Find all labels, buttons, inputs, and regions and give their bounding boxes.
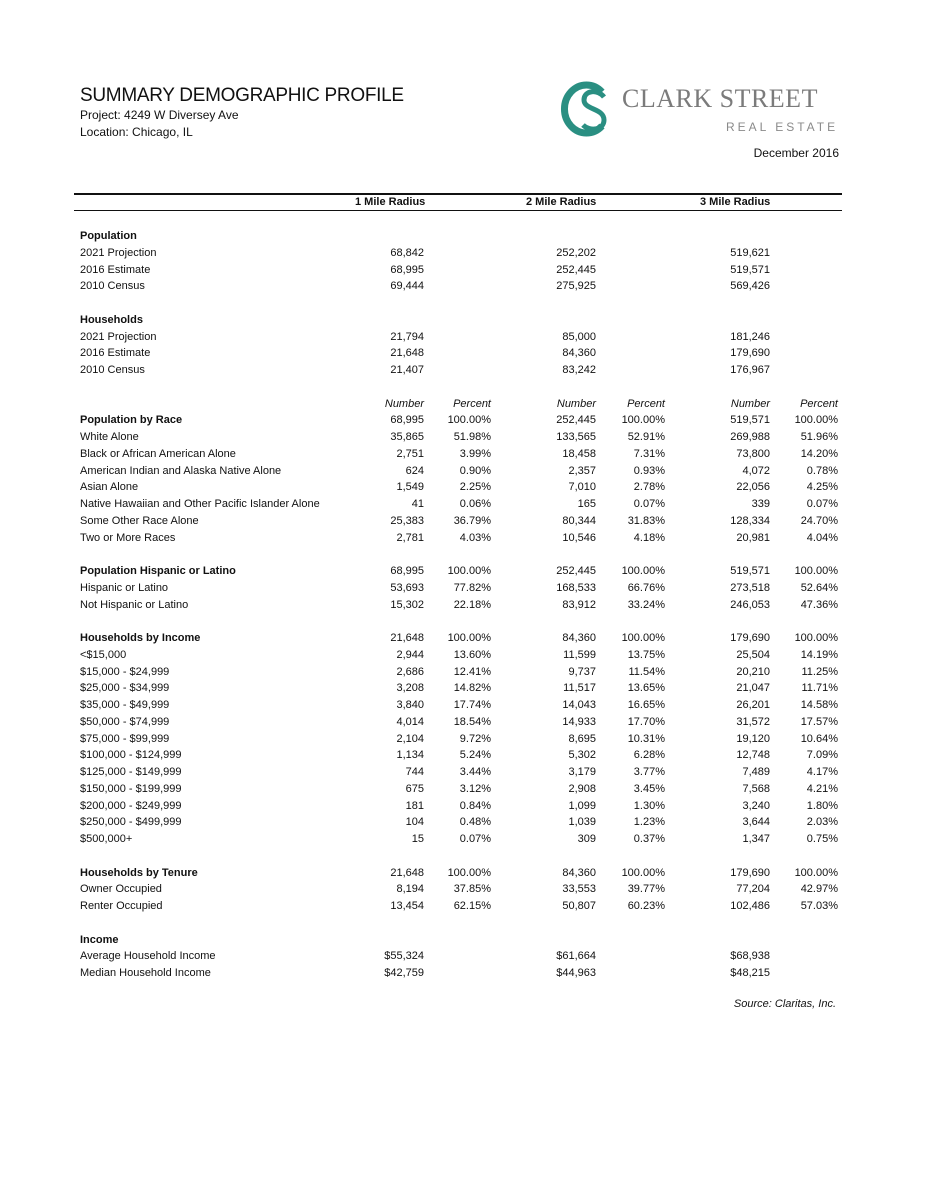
row-label: Renter Occupied <box>80 900 163 912</box>
percent-cell: 0.37% <box>633 833 665 845</box>
column-header-1-mile: 1 Mile Radius <box>355 196 426 208</box>
number-cell: 80,344 <box>562 514 596 527</box>
table-row <box>0 479 927 496</box>
number-cell: 8,194 <box>396 883 424 896</box>
number-cell: 10,546 <box>562 531 596 544</box>
percent-subheader: Percent <box>627 397 665 410</box>
section-title: Population Hispanic or Latino <box>80 565 236 577</box>
number-cell: 14,933 <box>562 715 596 728</box>
number-cell: 83,242 <box>562 364 596 376</box>
table-row <box>0 530 927 547</box>
percent-cell: 100.00% <box>447 866 491 879</box>
number-cell: 77,204 <box>736 883 770 896</box>
row-label: 2010 Census <box>80 364 145 376</box>
number-cell: 15,302 <box>390 598 424 611</box>
percent-cell: 4.21% <box>806 782 838 795</box>
percent-cell: 2.25% <box>459 481 491 494</box>
number-cell: 15 <box>411 833 424 845</box>
number-cell: $61,664 <box>556 950 596 963</box>
number-cell: 14,043 <box>562 699 596 711</box>
percent-cell: 0.90% <box>459 464 491 477</box>
number-cell: 68,995 <box>390 414 424 427</box>
table-row <box>0 580 927 597</box>
logo-subtitle: REAL ESTATE <box>726 120 839 134</box>
number-cell: 102,486 <box>730 900 770 912</box>
table-row <box>0 831 927 848</box>
percent-cell: 11.54% <box>628 665 665 678</box>
number-cell: 11,517 <box>563 682 596 695</box>
number-cell: 252,445 <box>556 263 596 276</box>
percent-cell: 4.18% <box>633 531 665 544</box>
number-cell: 624 <box>405 464 424 477</box>
row-label: Two or More Races <box>80 531 176 544</box>
number-cell: 68,995 <box>390 565 424 577</box>
number-cell: 2,104 <box>396 732 424 745</box>
percent-cell: 52.91% <box>627 431 665 443</box>
section-header-row <box>0 630 927 647</box>
table-row <box>0 764 927 781</box>
percent-cell: 3.45% <box>633 782 665 795</box>
location-line: Location: Chicago, IL <box>80 125 193 139</box>
number-cell: 84,360 <box>562 347 596 360</box>
number-cell: 68,842 <box>390 246 424 259</box>
number-cell: 13,454 <box>390 900 424 912</box>
percent-cell: 100.00% <box>794 414 838 427</box>
number-cell: 1,099 <box>568 799 596 812</box>
table-row <box>0 798 927 815</box>
table-row <box>0 898 927 915</box>
percent-cell: 4.04% <box>806 531 838 544</box>
percent-cell: 0.07% <box>459 833 491 845</box>
section-header-row <box>0 228 927 245</box>
number-cell: 21,407 <box>390 364 424 376</box>
row-label: Median Household Income <box>80 967 211 979</box>
number-cell: 176,967 <box>730 364 770 376</box>
number-cell: 31,572 <box>736 715 770 728</box>
table-row <box>0 496 927 513</box>
table-row <box>0 329 927 346</box>
number-cell: 675 <box>405 782 424 795</box>
number-cell: $42,759 <box>384 967 424 979</box>
percent-cell: 66.76% <box>627 581 665 594</box>
row-label: $125,000 - $149,999 <box>80 766 182 778</box>
number-cell: 69,444 <box>390 280 424 293</box>
percent-cell: 47.36% <box>800 598 838 611</box>
row-label: 2016 Estimate <box>80 263 151 276</box>
number-cell: 3,644 <box>742 816 770 829</box>
number-cell: 179,690 <box>730 866 770 879</box>
row-label: White Alone <box>80 431 139 443</box>
percent-cell: 60.23% <box>627 900 665 912</box>
number-cell: 83,912 <box>562 598 596 611</box>
percent-cell: 16.65% <box>627 699 665 711</box>
percent-cell: 14.58% <box>800 699 838 711</box>
row-label: Native Hawaiian and Other Pacific Islander Alone <box>80 498 320 510</box>
percent-cell: 0.07% <box>806 498 838 510</box>
percent-cell: 0.93% <box>633 464 665 477</box>
percent-cell: 4.25% <box>806 481 838 494</box>
number-cell: 2,944 <box>396 648 424 661</box>
percent-cell: 0.84% <box>459 799 491 812</box>
row-label: Hispanic or Latino <box>80 581 169 594</box>
percent-cell: 12.41% <box>453 665 491 678</box>
number-cell: $48,215 <box>730 967 770 979</box>
percent-cell: 10.64% <box>800 732 838 745</box>
row-label: $35,000 - $49,999 <box>80 699 170 711</box>
number-cell: $44,963 <box>556 967 596 979</box>
percent-cell: 0.78% <box>806 464 838 477</box>
number-cell: 744 <box>405 766 424 778</box>
number-cell: 7,010 <box>568 481 596 494</box>
number-cell: 252,202 <box>556 246 596 259</box>
number-cell: 19,120 <box>736 732 770 745</box>
table-row <box>0 697 927 714</box>
section-header-row <box>0 932 927 949</box>
percent-cell: 100.00% <box>621 565 665 577</box>
number-cell: 3,840 <box>396 699 424 711</box>
number-cell: 22,056 <box>736 481 770 494</box>
row-label: $25,000 - $34,999 <box>80 682 170 695</box>
number-cell: 2,686 <box>396 665 424 678</box>
row-label: $250,000 - $499,999 <box>80 816 182 829</box>
number-cell: 2,357 <box>568 464 596 477</box>
number-cell: 128,334 <box>730 514 770 527</box>
table-row <box>0 747 927 764</box>
number-cell: 519,571 <box>730 414 770 427</box>
table-row <box>0 948 927 965</box>
percent-cell: 17.74% <box>453 699 491 711</box>
number-cell: 21,648 <box>390 632 424 644</box>
percent-cell: 31.83% <box>627 514 665 527</box>
percent-cell: 17.70% <box>627 715 665 728</box>
section-header-row <box>0 865 927 882</box>
percent-cell: 9.72% <box>459 732 491 745</box>
row-label: American Indian and Alaska Native Alone <box>80 464 282 477</box>
project-line: Project: 4249 W Diversey Ave <box>80 108 239 122</box>
column-header-2-mile: 2 Mile Radius <box>526 196 597 208</box>
number-cell: 165 <box>577 498 596 510</box>
table-top-rule <box>74 193 842 195</box>
table-row <box>0 664 927 681</box>
row-label: $150,000 - $199,999 <box>80 782 182 795</box>
page-title: SUMMARY DEMOGRAPHIC PROFILE <box>80 85 404 106</box>
percent-cell: 100.00% <box>447 565 491 577</box>
number-cell: 569,426 <box>730 280 770 293</box>
number-cell: 85,000 <box>562 330 596 343</box>
percent-cell: 42.97% <box>800 883 838 896</box>
percent-cell: 1.23% <box>633 816 665 829</box>
percent-cell: 52.64% <box>800 581 838 594</box>
table-row <box>0 597 927 614</box>
section-title: Population by Race <box>80 414 183 427</box>
table-row <box>0 781 927 798</box>
row-label: <$15,000 <box>80 648 127 661</box>
percent-subheader: Percent <box>453 397 491 410</box>
table-row <box>0 680 927 697</box>
table-row <box>0 513 927 530</box>
number-subheader: Number <box>556 397 596 410</box>
percent-cell: 100.00% <box>794 866 838 879</box>
number-cell: $68,938 <box>730 950 770 963</box>
table-row <box>0 463 927 480</box>
section-header-row <box>0 312 927 329</box>
number-cell: 275,925 <box>556 280 596 293</box>
source-note: Source: Claritas, Inc. <box>733 998 836 1010</box>
row-label: $200,000 - $249,999 <box>80 799 182 812</box>
row-label: $75,000 - $99,999 <box>80 732 170 745</box>
number-cell: 2,908 <box>568 782 596 795</box>
percent-cell: 4.03% <box>459 531 491 544</box>
table-row <box>0 362 927 379</box>
number-cell: 18,458 <box>562 447 596 460</box>
row-label: $50,000 - $74,999 <box>80 715 170 728</box>
percent-cell: 0.75% <box>806 833 838 845</box>
percent-cell: 13.65% <box>627 682 665 695</box>
number-cell: $55,324 <box>384 950 424 963</box>
number-cell: 246,053 <box>730 598 770 611</box>
percent-cell: 5.24% <box>459 749 491 762</box>
percent-cell: 4.17% <box>806 766 838 778</box>
number-cell: 179,690 <box>730 347 770 360</box>
section-title: Households <box>80 313 143 326</box>
percent-cell: 24.70% <box>800 514 838 527</box>
section-title: Households by Income <box>80 632 201 644</box>
percent-cell: 51.98% <box>453 431 491 443</box>
percent-cell: 13.75% <box>627 648 665 661</box>
number-cell: 2,781 <box>396 531 424 544</box>
percent-subheader: Percent <box>800 397 838 410</box>
percent-cell: 6.28% <box>633 749 665 762</box>
percent-cell: 0.07% <box>633 498 665 510</box>
percent-cell: 100.00% <box>794 565 838 577</box>
number-cell: 7,568 <box>742 782 770 795</box>
percent-cell: 14.82% <box>453 682 491 695</box>
number-cell: 7,489 <box>742 766 770 778</box>
number-cell: 25,383 <box>390 514 424 527</box>
number-cell: 133,565 <box>556 431 596 443</box>
number-cell: 3,240 <box>742 799 770 812</box>
row-label: 2021 Projection <box>80 330 157 343</box>
table-row <box>0 262 927 279</box>
number-cell: 21,794 <box>390 330 424 343</box>
number-cell: 35,865 <box>390 431 424 443</box>
number-subheader: Number <box>384 397 424 410</box>
percent-cell: 17.57% <box>800 715 838 728</box>
number-cell: 84,360 <box>562 866 596 879</box>
number-cell: 41 <box>411 498 424 510</box>
percent-cell: 2.03% <box>806 816 838 829</box>
section-title: Population <box>80 230 137 242</box>
table-row <box>0 278 927 295</box>
table-row <box>0 965 927 982</box>
number-cell: 1,549 <box>396 481 424 494</box>
number-cell: 252,445 <box>556 565 596 577</box>
section-header-row <box>0 412 927 429</box>
percent-cell: 100.00% <box>621 866 665 879</box>
number-cell: 8,695 <box>568 732 596 745</box>
number-cell: 20,210 <box>736 665 770 678</box>
number-cell: 519,621 <box>730 246 770 259</box>
number-cell: 179,690 <box>730 632 770 644</box>
row-label: Not Hispanic or Latino <box>80 598 189 611</box>
number-cell: 252,445 <box>556 414 596 427</box>
number-cell: 25,504 <box>736 648 770 661</box>
number-cell: 4,014 <box>396 715 424 728</box>
number-cell: 3,208 <box>396 682 424 695</box>
number-cell: 53,693 <box>390 581 424 594</box>
number-cell: 181 <box>405 799 424 812</box>
table-row <box>0 245 927 262</box>
percent-cell: 3.12% <box>459 782 491 795</box>
number-cell: 309 <box>577 833 596 845</box>
number-cell: 181,246 <box>730 330 770 343</box>
percent-cell: 14.20% <box>800 447 838 460</box>
number-cell: 50,807 <box>562 900 596 912</box>
column-header-3-mile: 3 Mile Radius <box>700 196 771 208</box>
row-label: Some Other Race Alone <box>80 514 199 527</box>
table-row <box>0 446 927 463</box>
number-cell: 12,748 <box>736 749 770 762</box>
number-percent-subheader <box>0 396 927 413</box>
header <box>80 85 404 141</box>
percent-cell: 57.03% <box>800 900 838 912</box>
section-header-row <box>0 563 927 580</box>
row-label: 2016 Estimate <box>80 347 151 360</box>
row-label: Average Household Income <box>80 950 216 963</box>
number-cell: 21,648 <box>390 866 424 879</box>
number-cell: 11,599 <box>563 648 596 661</box>
table-row <box>0 731 927 748</box>
number-cell: 33,553 <box>562 883 596 896</box>
number-cell: 104 <box>405 816 424 829</box>
number-cell: 4,072 <box>742 464 770 477</box>
number-cell: 2,751 <box>396 447 424 460</box>
number-cell: 168,533 <box>556 581 596 594</box>
percent-cell: 7.31% <box>633 447 665 460</box>
row-label: $15,000 - $24,999 <box>80 665 170 678</box>
percent-cell: 14.19% <box>800 648 838 661</box>
row-label: $100,000 - $124,999 <box>80 749 182 762</box>
percent-cell: 100.00% <box>447 632 491 644</box>
percent-cell: 11.71% <box>801 682 838 695</box>
number-subheader: Number <box>730 397 770 410</box>
percent-cell: 36.79% <box>453 514 491 527</box>
table-row <box>0 814 927 831</box>
section-title: Households by Tenure <box>80 866 198 879</box>
percent-cell: 22.18% <box>453 598 491 611</box>
percent-cell: 37.85% <box>453 883 491 896</box>
company-logo <box>558 80 844 138</box>
percent-cell: 13.60% <box>453 648 491 661</box>
percent-cell: 33.24% <box>627 598 665 611</box>
number-cell: 68,995 <box>390 263 424 276</box>
row-label: 2021 Projection <box>80 246 157 259</box>
number-cell: 1,134 <box>396 749 424 762</box>
number-cell: 20,981 <box>736 531 770 544</box>
percent-cell: 2.78% <box>633 481 665 494</box>
percent-cell: 18.54% <box>453 715 491 728</box>
percent-cell: 7.09% <box>806 749 838 762</box>
percent-cell: 0.06% <box>459 498 491 510</box>
number-cell: 84,360 <box>562 632 596 644</box>
number-cell: 21,648 <box>390 347 424 360</box>
percent-cell: 100.00% <box>794 632 838 644</box>
number-cell: 339 <box>751 498 770 510</box>
table-row <box>0 429 927 446</box>
row-label: $500,000+ <box>80 833 133 845</box>
number-cell: 269,988 <box>730 431 770 443</box>
percent-cell: 100.00% <box>447 414 491 427</box>
row-label: 2010 Census <box>80 280 145 293</box>
percent-cell: 3.99% <box>459 447 491 460</box>
percent-cell: 10.31% <box>627 732 665 745</box>
percent-cell: 100.00% <box>621 414 665 427</box>
percent-cell: 1.30% <box>633 799 665 812</box>
table-header-rule <box>74 210 842 211</box>
number-cell: 73,800 <box>736 447 770 460</box>
number-cell: 3,179 <box>568 766 596 778</box>
table-row <box>0 647 927 664</box>
number-cell: 9,737 <box>568 665 596 678</box>
table-row <box>0 714 927 731</box>
number-cell: 519,571 <box>730 565 770 577</box>
percent-cell: 100.00% <box>621 632 665 644</box>
percent-cell: 62.15% <box>453 900 491 912</box>
number-cell: 5,302 <box>568 749 596 762</box>
percent-cell: 3.77% <box>633 766 665 778</box>
number-cell: 21,047 <box>736 682 770 695</box>
number-cell: 26,201 <box>736 699 770 711</box>
table-row <box>0 881 927 898</box>
percent-cell: 1.80% <box>806 799 838 812</box>
number-cell: 273,518 <box>730 581 770 594</box>
percent-cell: 0.48% <box>459 816 491 829</box>
number-cell: 1,347 <box>742 833 770 845</box>
percent-cell: 77.82% <box>453 581 491 594</box>
cs-monogram-icon <box>558 80 616 138</box>
row-label: Black or African American Alone <box>80 447 236 460</box>
number-cell: 519,571 <box>730 263 770 276</box>
percent-cell: 11.25% <box>801 665 838 678</box>
section-title: Income <box>80 933 119 946</box>
percent-cell: 3.44% <box>459 766 491 778</box>
row-label: Asian Alone <box>80 481 139 494</box>
report-date: December 2016 <box>753 146 839 160</box>
table-row <box>0 345 927 362</box>
number-cell: 1,039 <box>568 816 596 829</box>
row-label: Owner Occupied <box>80 883 162 896</box>
percent-cell: 51.96% <box>800 431 838 443</box>
logo-name: CLARK STREET <box>622 84 818 113</box>
percent-cell: 39.77% <box>627 883 665 896</box>
